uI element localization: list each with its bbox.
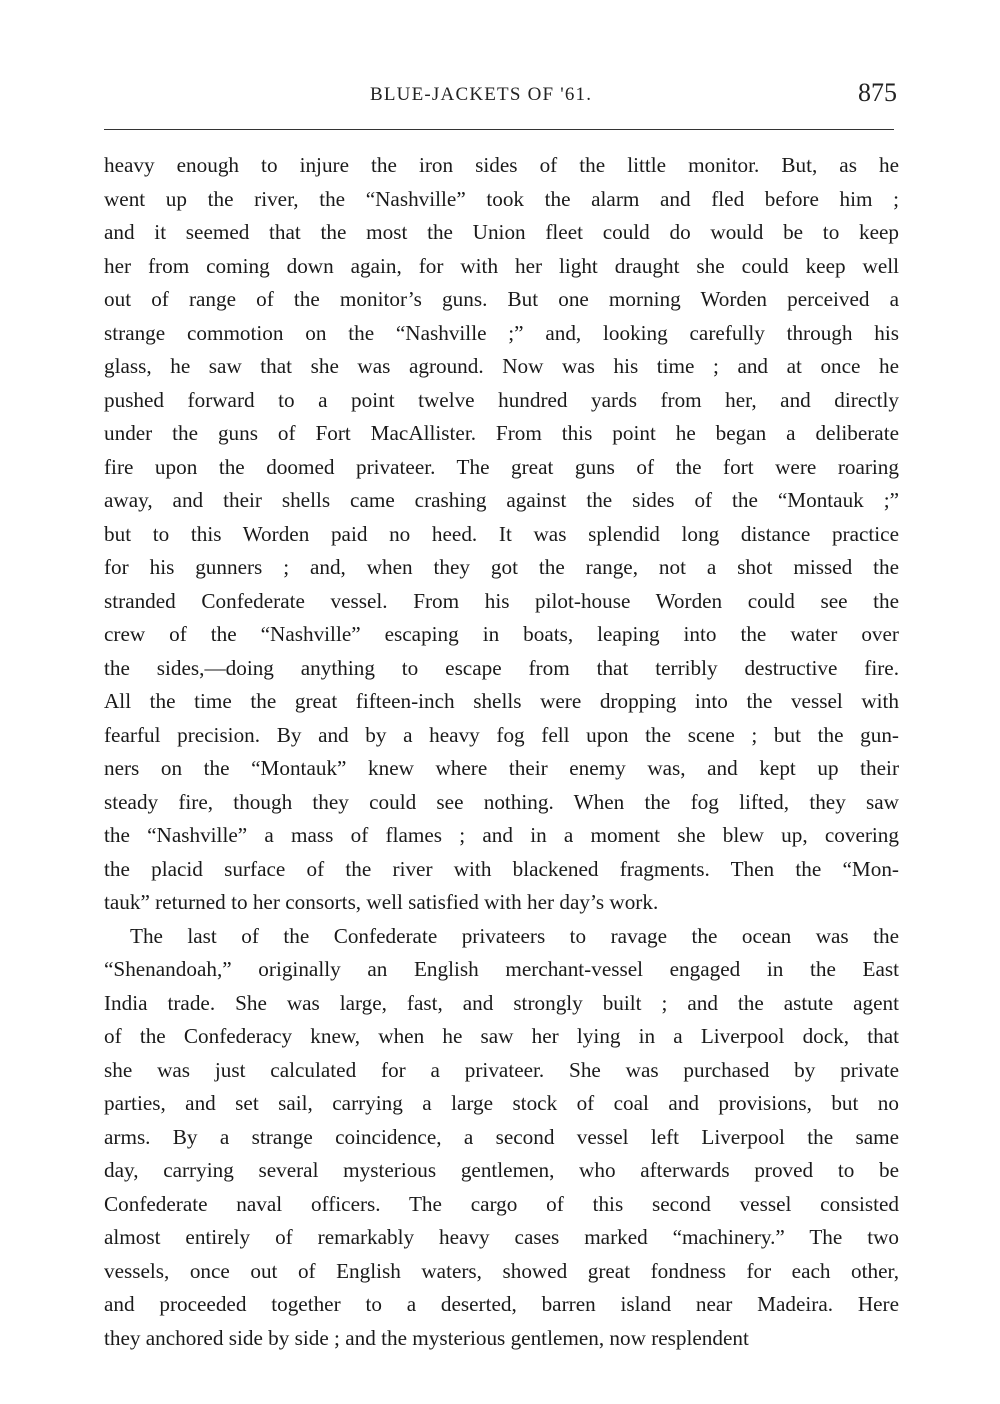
running-head xyxy=(0,78,1000,114)
text-line: fire upon the doomed privateer. The great guns of the fort were roaring xyxy=(104,454,899,479)
text-line: and proceeded together to a deserted, barren island near Madeira. Here xyxy=(104,1292,899,1316)
text-line: out of range of the monitor’s guns. But one morning Worden perceived a xyxy=(104,287,899,311)
text-line: almost entirely of remarkably heavy cases marked “machinery.” The two xyxy=(104,1225,899,1249)
body-text xyxy=(104,149,899,1355)
page-number: 875 xyxy=(858,78,897,107)
text-line: heavy enough to injure the iron sides of the little monitor. But, as he xyxy=(104,153,899,177)
text-line: pushed forward to a point twelve hundred yards from her, and directly xyxy=(104,387,899,412)
text-line: tauk” returned to her consorts, well satisfied with her day’s work. xyxy=(104,890,659,914)
text-line: All the time the great fifteen-inch shells were dropping into the vessel with xyxy=(104,689,899,713)
text-line: steady fire, though they could see nothing. When the fog lifted, they saw xyxy=(104,789,899,814)
text-line: ners on the “Montauk” knew where their enemy was, and kept up their xyxy=(104,756,899,780)
text-line: The last of the Confederate privateers to ravage the ocean was the xyxy=(130,923,899,948)
text-line: “Shenandoah,” originally an English merchant-vessel engaged in the East xyxy=(104,957,899,981)
text-line: Confederate naval officers. The cargo of this second vessel consisted xyxy=(104,1191,899,1216)
text-line: under the guns of Fort MacAllister. From this point he began a deliberate xyxy=(104,421,899,445)
text-line: parties, and set sail, carrying a large stock of coal and provisions, but no xyxy=(104,1091,899,1115)
text-line: and it seemed that the most the Union fleet could do would be to keep xyxy=(104,220,899,244)
text-line: strange commotion on the “Nashville ;” and, looking carefully through his xyxy=(104,320,899,345)
text-line: went up the river, the “Nashville” took the alarm and fled before him ; xyxy=(104,186,899,211)
text-line: away, and their shells came crashing against the sides of the “Montauk ;” xyxy=(104,488,899,512)
text-line: India trade. She was large, fast, and strongly built ; and the astute agent xyxy=(104,990,899,1015)
text-line: they anchored side by side ; and the mysterious gentlemen, now resplendent xyxy=(104,1325,749,1350)
text-line: day, carrying several mysterious gentlemen, who afterwards proved to be xyxy=(104,1158,899,1182)
text-line: the placid surface of the river with blackened fragments. Then the “Mon- xyxy=(104,856,899,881)
text-line: of the Confederacy knew, when he saw her lying in a Liverpool dock, that xyxy=(104,1024,899,1048)
text-line: glass, he saw that she was aground. Now was his time ; and at once he xyxy=(104,354,899,378)
paragraph xyxy=(104,920,899,1356)
running-title: BLUE-JACKETS OF '61. xyxy=(370,84,593,105)
text-line: for his gunners ; and, when they got the range, not a shot missed the xyxy=(104,555,899,579)
header-rule xyxy=(104,129,894,130)
text-line: arms. By a strange coincidence, a second vessel left Liverpool the same xyxy=(104,1124,899,1149)
text-line: the sides,—doing anything to escape from that terribly destructive fire. xyxy=(104,655,899,680)
text-line: crew of the “Nashville” escaping in boats, leaping into the water over xyxy=(104,622,899,646)
text-line: the “Nashville” a mass of flames ; and in a moment she blew up, covering xyxy=(104,823,899,847)
text-line: fearful precision. By and by a heavy fog fell upon the scene ; but the gun- xyxy=(104,722,899,747)
text-line: her from coming down again, for with her light draught she could keep well xyxy=(104,253,899,278)
text-line: she was just calculated for a privateer. She was purchased by private xyxy=(104,1057,899,1082)
text-line: but to this Worden paid no heed. It was splendid long distance practice xyxy=(104,521,899,546)
text-line: vessels, once out of English waters, showed great fondness for each other, xyxy=(104,1258,899,1283)
paragraph xyxy=(104,149,899,920)
text-line: stranded Confederate vessel. From his pilot-house Worden could see the xyxy=(104,588,899,613)
